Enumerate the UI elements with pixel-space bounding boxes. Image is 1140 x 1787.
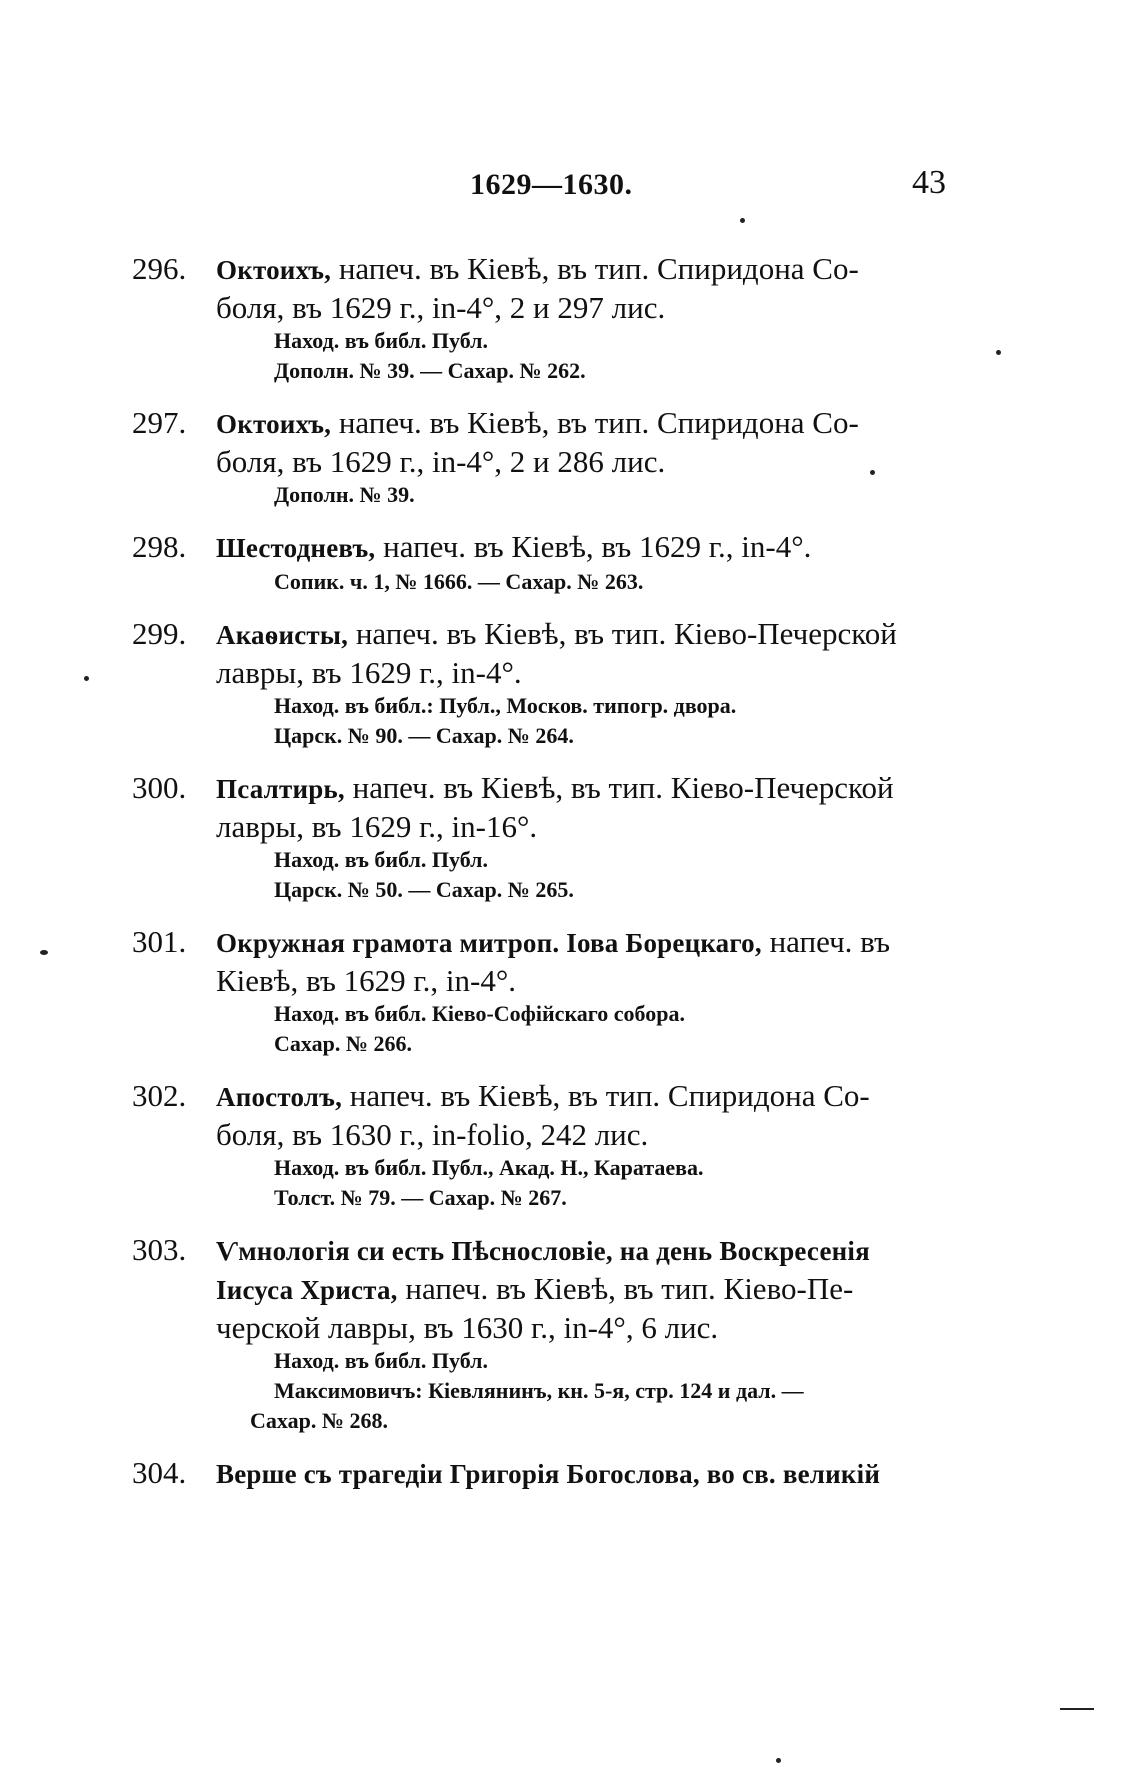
entry-number: 296.: [132, 251, 187, 286]
entry-title: Верше съ трагедіи Григорія Богослова, во св. великій: [216, 1459, 881, 1489]
entry-note: Сахар. № 266.: [274, 1031, 412, 1056]
entry-303: [132, 1231, 972, 1436]
entry-note: Наход. въ библ. Публ., Акад. Н., Каратаева.: [274, 1155, 704, 1180]
entry-note: Наход. въ библ. Кіево-Софійскаго собора.: [274, 1001, 685, 1026]
entry-title: Октоихъ,: [216, 255, 332, 285]
entry-299: [132, 615, 972, 751]
scan-speck: [40, 950, 48, 955]
entry-note: Царск. № 90. — Сахар. № 264.: [274, 723, 574, 748]
entry-text: черской лавры, въ 1630 г., in-4°, 6 лис.: [216, 1310, 719, 1345]
entry-number: 301.: [132, 924, 187, 959]
entry-note: Сахар. № 268.: [250, 1408, 388, 1433]
entry-text: напеч. въ Кіевѣ, въ тип. Спиридона Со-: [342, 1078, 870, 1113]
entry-note: Толст. № 79. — Сахар. № 267.: [274, 1185, 567, 1210]
entry-number: 297.: [132, 405, 187, 440]
scan-speck: [996, 350, 1001, 355]
entry-text: напеч. въ Кіевѣ, въ тип. Спиридона Со-: [331, 251, 859, 286]
entry-number: 304.: [132, 1455, 187, 1490]
entry-title: Шестодневъ,: [216, 533, 376, 563]
entry-number: 302.: [132, 1078, 187, 1113]
entry-number: 299.: [132, 616, 187, 651]
entry-text: напеч. въ: [761, 924, 891, 959]
entries-list: [132, 250, 972, 1511]
entry-text: напеч. въ Кіевѣ, въ тип. Кіево-Печерской: [348, 616, 897, 651]
entry-number: 303.: [132, 1232, 187, 1267]
entry-title: Апостолъ,: [216, 1082, 343, 1112]
entry-title-cont: Іисуса Христа,: [216, 1275, 398, 1305]
entry-note: Дополн. № 39.: [274, 482, 415, 507]
entry-text: боля, въ 1629 г., in-4°, 2 и 286 лис.: [216, 444, 666, 479]
entry-296: [132, 250, 972, 386]
entry-297: [132, 404, 972, 510]
page-header: [0, 164, 1140, 208]
entry-title: Ѵмнологія си есть Пѣснословіе, на день Воскресенія: [216, 1236, 870, 1266]
scan-speck: [776, 1758, 781, 1763]
entry-title: Псалтирь,: [216, 774, 345, 804]
entry-note: Дополн. № 39. — Сахар. № 262.: [274, 358, 586, 383]
entry-note: Наход. въ библ.: Публ., Москов. типогр. двора.: [274, 693, 737, 718]
scan-speck: [870, 470, 875, 475]
scan-speck: [84, 676, 89, 681]
entry-number: 298.: [132, 529, 187, 564]
entry-text: боля, въ 1629 г., in-4°, 2 и 297 лис.: [216, 290, 666, 325]
entry-300: [132, 769, 972, 905]
entry-note: Сопик. ч. 1, № 1666. — Сахар. № 263.: [274, 569, 644, 594]
entry-title: Октоихъ,: [216, 409, 332, 439]
entry-text: боля, въ 1630 г., in-folio, 242 лис.: [216, 1117, 649, 1152]
entry-304: [132, 1454, 972, 1493]
entry-title: Окружная грамота митроп. Іова Борецкаго,: [216, 928, 762, 958]
entry-text: Кіевѣ, въ 1629 г., in-4°.: [216, 963, 516, 998]
entry-note: Наход. въ библ. Публ.: [274, 1348, 489, 1373]
entry-text: лавры, въ 1629 г., in-4°.: [216, 655, 522, 690]
entry-note: Наход. въ библ. Публ.: [274, 847, 489, 872]
scan-speck: [740, 218, 745, 223]
entry-text: напеч. въ Кіевѣ, въ 1629 г., in-4°.: [375, 529, 812, 564]
entry-text: напеч. въ Кіевѣ, въ тип. Кіево-Пе-: [397, 1271, 854, 1306]
entry-text: напеч. въ Кіевѣ, въ тип. Кіево-Печерской: [344, 770, 894, 805]
entry-text: напеч. въ Кіевѣ, въ тип. Спиридона Со-: [331, 405, 859, 440]
entry-note: Наход. въ библ. Публ.: [274, 328, 489, 353]
scan-speck: [1060, 1708, 1094, 1710]
entry-note: Царск. № 50. — Сахар. № 265.: [274, 877, 574, 902]
entry-298: [132, 528, 972, 597]
running-head: 1629—1630.: [470, 168, 633, 201]
entry-text: лавры, въ 1629 г., in-16°.: [216, 809, 538, 844]
entry-number: 300.: [132, 770, 187, 805]
entry-302: [132, 1077, 972, 1213]
entry-note: Максимовичъ: Кіевлянинъ, кн. 5-я, стр. 124 и дал. —: [274, 1378, 804, 1403]
page-number: 43: [912, 164, 946, 201]
entry-title: Акаѳисты,: [216, 620, 349, 650]
entry-301: [132, 923, 972, 1059]
